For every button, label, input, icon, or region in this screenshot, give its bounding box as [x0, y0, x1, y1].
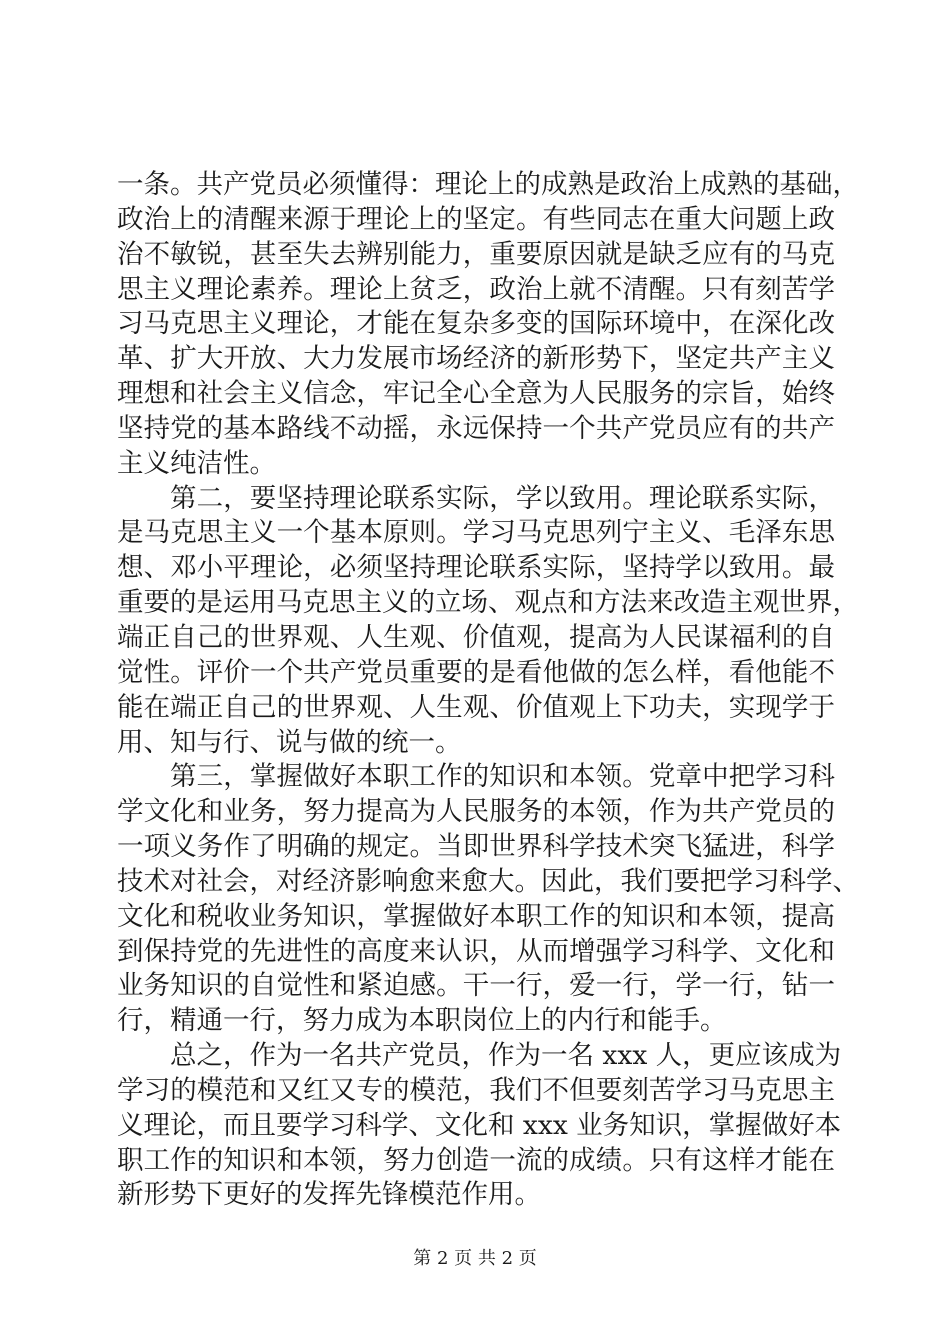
- text-line: 学习的模范和又红又专的模范，我们不但要刻苦学习马克思主: [117, 1074, 835, 1106]
- text-line: 坚持党的基本路线不动摇，永远保持一个共产党员应有的共产: [117, 412, 835, 444]
- text-line: 第二，要坚持理论联系实际，学以致用。理论联系实际，: [170, 482, 835, 514]
- text-line: 行，精通一行，努力成为本职岗位上的内行和能手。: [117, 1005, 727, 1037]
- page-footer: 第 2 页 共 2 页: [413, 1248, 537, 1269]
- text-line: 学文化和业务，努力提高为人民服务的本领，作为共产党员的: [117, 796, 835, 828]
- text-line: 用、知与行、说与做的统一。: [117, 726, 462, 758]
- text-line: 新形势下更好的发挥先锋模范作用。: [117, 1179, 541, 1211]
- text-line: 政治上的清醒来源于理论上的坚定。有些同志在重大问题上政: [117, 203, 835, 235]
- text-line: 业务知识的自觉性和紧迫感。干一行，爱一行，学一行，钻一: [117, 970, 835, 1002]
- text-line: 想、邓小平理论，必须坚持理论联系实际，坚持学以致用。最: [117, 552, 835, 584]
- text-line: 理想和社会主义信念，牢记全心全意为人民服务的宗旨，始终: [117, 378, 835, 410]
- text-line: 习马克思主义理论，才能在复杂多变的国际环境中，在深化改: [117, 308, 835, 340]
- text-line: 文化和税收业务知识，掌握做好本职工作的知识和本领，提高: [117, 900, 835, 932]
- text-line: 重要的是运用马克思主义的立场、观点和方法来改造主观世界，: [117, 587, 859, 619]
- document-body: [117, 168, 859, 1213]
- text-line: 端正自己的世界观、人生观、价值观，提高为人民谋福利的自: [117, 621, 835, 653]
- text-line: 职工作的知识和本领，努力创造一流的成绩。只有这样才能在: [117, 1144, 835, 1176]
- text-line: 思主义理论素养。理论上贫乏，政治上就不清醒。只有刻苦学: [117, 273, 835, 305]
- text-line: 革、扩大开放、大力发展市场经济的新形势下，坚定共产主义: [117, 343, 835, 375]
- text-line: 是马克思主义一个基本原则。学习马克思列宁主义、毛泽东思: [117, 517, 835, 549]
- text-line: 主义纯洁性。: [117, 447, 276, 479]
- text-line: 技术对社会，对经济影响愈来愈大。因此，我们要把学习科学、: [117, 865, 859, 897]
- text-line: 到保持党的先进性的高度来认识，从而增强学习科学、文化和: [117, 935, 835, 967]
- text-line: 总之，作为一名共产党员，作为一名 xxx 人，更应该成为: [170, 1040, 842, 1072]
- text-line: 治不敏锐，甚至失去辨别能力，重要原因就是缺乏应有的马克: [117, 238, 835, 270]
- text-line: 义理论，而且要学习科学、文化和 xxx 业务知识，掌握做好本: [117, 1109, 842, 1141]
- text-line: 觉性。评价一个共产党员重要的是看他做的怎么样，看他能不: [117, 656, 835, 688]
- text-line: 一项义务作了明确的规定。当即世界科学技术突飞猛进，科学: [117, 831, 835, 863]
- text-line: 一条。共产党员必须懂得：理论上的成熟是政治上成熟的基础，: [117, 169, 859, 200]
- text-line: 第三，掌握做好本职工作的知识和本领。党章中把学习科: [170, 761, 835, 793]
- text-line: 能在端正自己的世界观、人生观、价值观上下功夫，实现学于: [117, 691, 835, 723]
